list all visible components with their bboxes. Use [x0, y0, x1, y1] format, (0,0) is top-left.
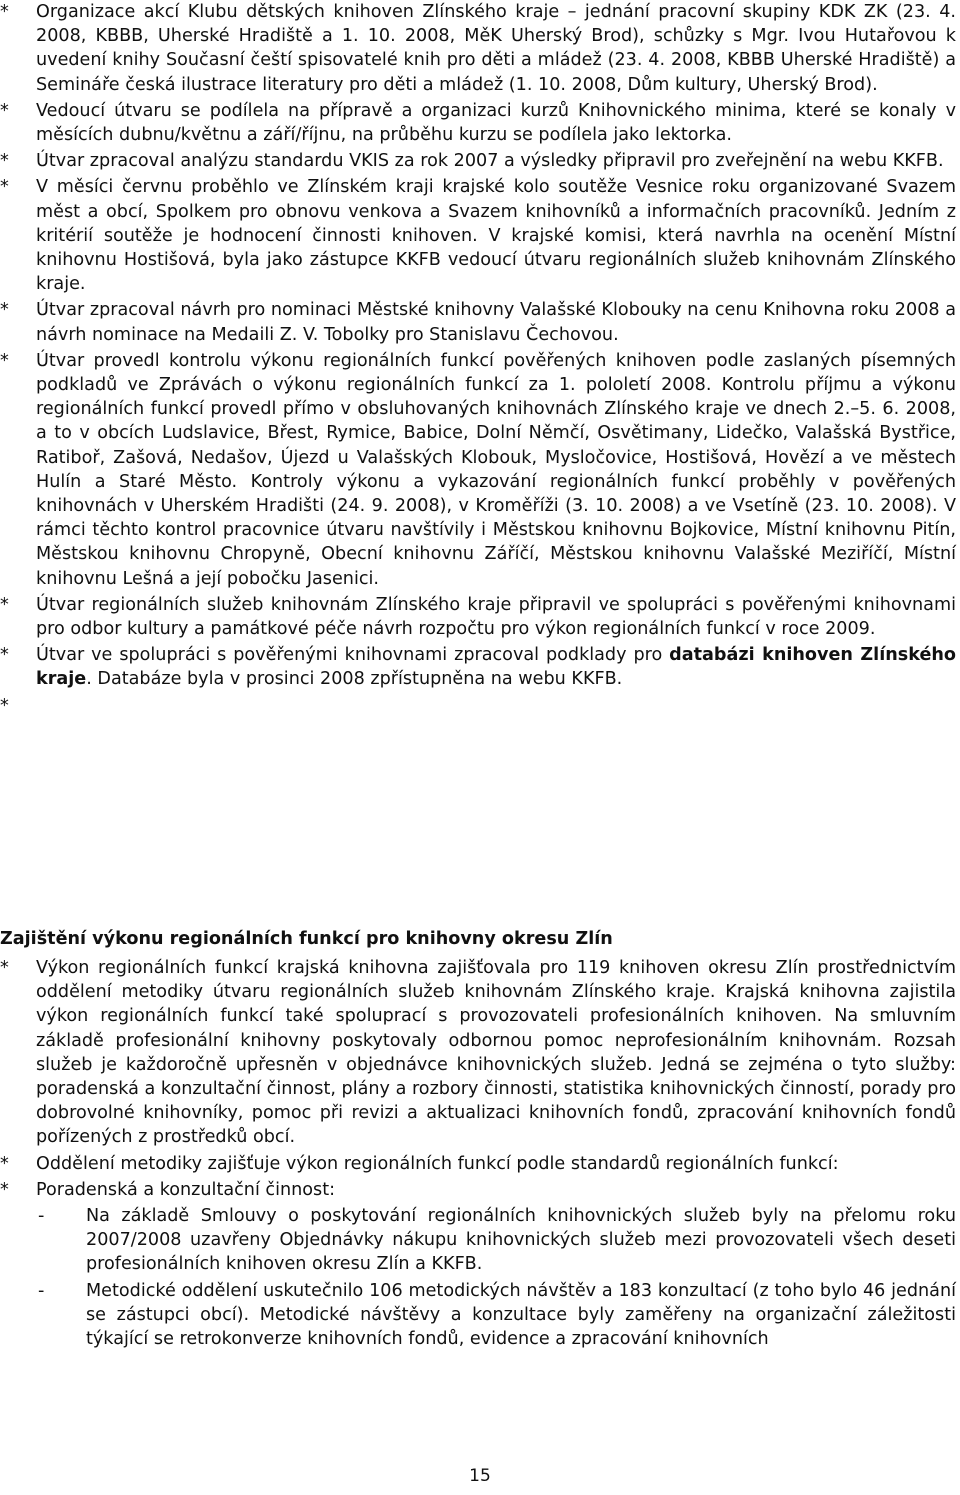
- item-text: Útvar regionálních služeb knihovnám Zlínského kraje připravil ve spolupráci s pověřenými knihovnami pro odbor kultury a památkové péče návrh rozpočtu pro výkon regionálních funkcí v roce 2009.: [36, 594, 956, 640]
- item-text: Organizace akcí Klubu dětských knihoven Zlínského kraje – jednání pracovní skupiny KDK ZK (23. 4. 2008, KBBB, Uherské Hradiště a 1. 10. 2008, MěK Uherský Brod), schůzky s Mgr. Ivou Hutařovou k uvedení knihy Současní čeští spisovatelé knih pro děti a mládež (23. 4. 2008, KBBB Uherské Hradiště) a Semináře česká ilustrace literatury pro děti a mládež (1. 10. 2008, Dům kultury, Uherský Brod).: [36, 2, 956, 95]
- bullet-marker: *: [0, 2, 9, 22]
- bullet-marker: *: [0, 645, 9, 666]
- list-item: [0, 99, 960, 147]
- bullet-marker: *: [0, 300, 9, 321]
- activity-list: [0, 0, 960, 718]
- list-item-empty: [0, 694, 960, 718]
- bullet-marker: *: [0, 350, 9, 371]
- section-heading: Zajištění výkonu regionálních funkcí pro knihovny okresu Zlín: [0, 929, 613, 949]
- page-number: 15: [469, 1466, 491, 1486]
- bullet-marker: *: [0, 1179, 9, 1200]
- list-item: [0, 956, 960, 1150]
- dash-item: [0, 1279, 960, 1352]
- dash-marker: -: [38, 1280, 45, 1301]
- item-text: Poradenská a konzultační činnost:: [36, 1179, 336, 1200]
- bullet-marker: *: [0, 100, 9, 121]
- zlin-list: [0, 956, 960, 1351]
- item-text: Na základě Smlouvy o poskytování regionálních knihovnických služeb byly na přelomu roku 2007/2008 uzavřeny Objednávky nákupu knihovnických služeb mezi provozovateli všech deseti profesionálních knihoven okresu Zlín a KKFB.: [86, 1206, 956, 1275]
- item-text: Útvar zpracoval analýzu standardu VKIS za rok 2007 a výsledky připravil pro zveřejnění na webu KKFB.: [36, 151, 944, 172]
- list-item: [0, 298, 960, 346]
- list-item: [0, 149, 960, 173]
- list-item: [0, 1178, 960, 1202]
- item-text: Útvar provedl kontrolu výkonu regionálních funkcí pověřených knihoven podle zaslaných písemných podkladů ve Zprávách o výkonu regionálních funkcí za 1. pololetí 2008. Kontrolu příjmu a výkonu regionálních funkcí provedl přímo v obsluhovaných knihovnách Zlínského kraje ve dnech 2.–5. 6. 2008, a to v obcích Ludslavice, Břest, Rymice, Babice, Dolní Němčí, Osvětimany, Lidečko, Valašská Bystřice, Ratiboř, Zašová, Nedašov, Újezd u Valašských Klobouk, Mysločovice, Hostišová, Hovězí a ve městech Hulín a Staré Město. Kontroly výkonu a vykazování regionálních funkcí proběhly v pověřených knihovnách v Uherském Hradišti (24. 9. 2008), v Kroměříži (3. 10. 2008) a ve Vsetíně (23. 10. 2008). V rámci těchto kontrol pracovnice útvaru navštívily i Městskou knihovnu Bojkovice, Místní knihovnu Pitín, Městskou knihovnu Chropyně, Obecní knihovnu Záříčí, Městskou knihovnu Valašské Meziříčí, Místní knihovnu Lešná a její pobočku Jasenici.: [36, 350, 956, 589]
- bullet-marker: *: [0, 1153, 9, 1174]
- database-link-text: databázi knihoven Zlínského kraje: [36, 645, 956, 690]
- list-item: [0, 643, 960, 691]
- list-item: [0, 0, 960, 97]
- item-text: Oddělení metodiky zajišťuje výkon regionálních funkcí podle standardů regionálních funkcí:: [36, 1153, 839, 1174]
- list-item: [0, 349, 960, 591]
- item-text: Útvar zpracoval návrh pro nominaci Městské knihovny Valašské Klobouky na cenu Knihovna roku 2008 a návrh nominace na Medaili Z. V. Tobolky pro Stanislavu Čechovou.: [36, 300, 956, 345]
- bullet-marker: *: [0, 958, 9, 978]
- list-item: [0, 1152, 960, 1176]
- dash-marker: -: [38, 1206, 45, 1227]
- bullet-marker: *: [0, 594, 9, 615]
- item-text: Metodické oddělení uskutečnilo 106 metodických návštěv a 183 konzultací (z toho bylo 46 jednání se zástupci obcí). Metodické návštěvy a konzultace byly zaměřeny na organizační záležitosti týkající se retrokonverze knihovních fondů, evidence a zpracování knihovních: [86, 1280, 956, 1350]
- dash-item: [0, 1204, 960, 1277]
- list-item: [0, 593, 960, 641]
- item-text: Útvar ve spolupráci s pověřenými knihovnami zpracoval podklady pro: [36, 645, 670, 666]
- bullet-marker: *: [0, 151, 9, 172]
- item-text: . Databáze byla v prosinci 2008 zpřístupněna na webu KKFB.: [86, 669, 623, 690]
- list-item: [0, 175, 960, 296]
- item-text: Vedoucí útvaru se podílela na přípravě a organizaci kurzů Knihovnického minima, které se konaly v měsících dubnu/květnu a září/říjnu, na průběhu kurzu se podílela jako lektorka.: [36, 100, 956, 146]
- item-text: Výkon regionálních funkcí krajská knihovna zajišťovala pro 119 knihoven okresu Zlín prostřednictvím oddělení metodiky útvaru regionálních služeb knihovnám Zlínského kraje. Krajská knihovna zajistila výkon regionálních funkcí také spoluprací s provozovateli profesionálních knihoven. Na smluvním základě profesionální knihovny poskytovaly odbornou pomoc neprofesionálním knihovnám. Rozsah služeb je každoročně upřesněn v objednávce knihovnických služeb. Jedná se zejména o tyto služby: poradenská a konzultační činnost, plány a rozbory činnosti, statistika knihovnických činností, porady pro dobrovolné knihovníky, pomoc při revizi a aktualizaci knihovních fondů, zpracování knihovních fondů pořízených z prostředků obcí.: [36, 958, 956, 1148]
- bullet-marker: *: [0, 177, 9, 198]
- bullet-marker: *: [0, 695, 9, 716]
- item-text: V měsíci červnu proběhlo ve Zlínském kraji krajské kolo soutěže Vesnice roku organizované Svazem měst a obcí, Spolkem pro obnovu venkova a Svazem knihovníků a informačních pracovníků. Jedním z kritérií soutěže je hodnocení činnosti knihoven. V krajské komisi, která navrhla na ocenění Místní knihovnu Hostišová, byla jako zástupce KKFB vedoucí útvaru regionálních služeb knihovnám Zlínského kraje.: [36, 177, 956, 295]
